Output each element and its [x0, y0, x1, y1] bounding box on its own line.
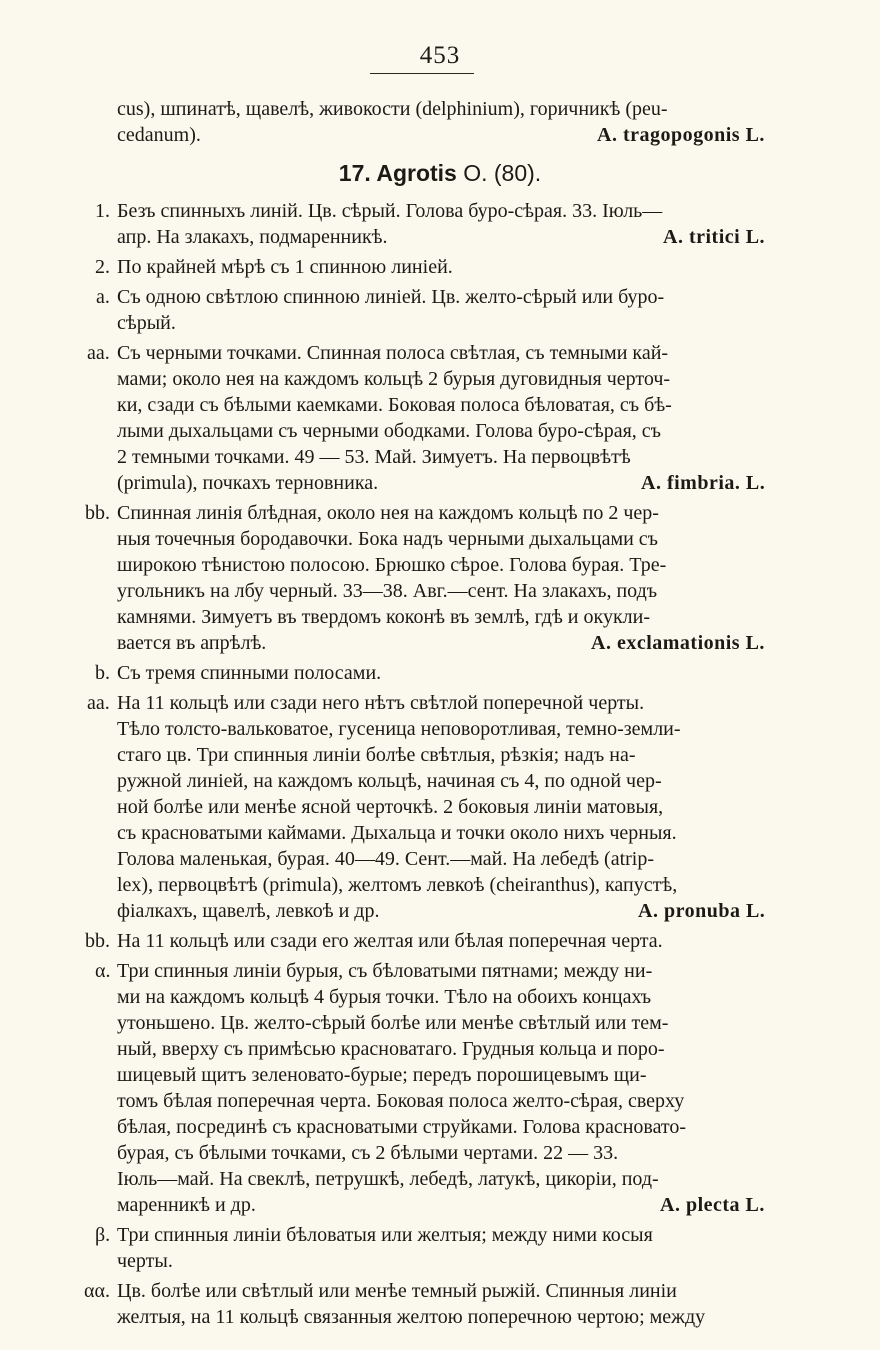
text-line: Съ одною свѣтлою спинною линіей. Цв. желто-сѣрый или буро-	[117, 286, 665, 308]
text-line: маренникѣ и др.	[117, 1194, 256, 1216]
page-number: 453	[419, 42, 461, 69]
text-line: На 11 кольцѣ или сзади его желтая или бѣлая поперечная черта.	[117, 930, 663, 952]
text-line: Спинная линія блѣдная, около нея на каждомъ кольцѣ по 2 чер-	[117, 502, 659, 524]
text-line: Три спинныя линіи бѣловатыя или желтыя; между ними косыя	[117, 1224, 653, 1246]
text-line: ки, сзади съ бѣлыми каемками. Боковая полоса бѣловатая, съ бѣ-	[117, 394, 672, 416]
entry-label: bb.	[85, 502, 110, 524]
text-line: На 11 кольцѣ или сзади него нѣтъ свѣтлой поперечной черты.	[117, 692, 645, 714]
intro-continuation	[0, 96, 880, 148]
text-line: Съ черными точками. Спинная полоса свѣтлая, съ темными кай-	[117, 342, 669, 364]
key-entry	[0, 928, 880, 954]
text-line: ружной линіей, на каждомъ кольцѣ, начиная съ 4, по одной чер-	[117, 770, 662, 792]
species-name: A. tragopogonis L.	[597, 124, 765, 146]
text-line: Цв. болѣе или свѣтлый или менѣе темный рыжій. Спинныя линіи	[117, 1280, 677, 1302]
text-line: томъ бѣлая поперечная черта. Боковая полоса желто-сѣрая, сверху	[117, 1090, 685, 1112]
key-entry	[0, 284, 880, 336]
genus-heading	[0, 148, 880, 198]
entry-label: aa.	[87, 692, 110, 714]
text-line: угольникъ на лбу черный. 33—38. Авг.—сент. На злакахъ, подъ	[117, 580, 658, 602]
key-entry	[0, 690, 880, 924]
entry-label: b.	[95, 662, 110, 684]
entry-label: a.	[96, 286, 110, 308]
entry-label: β.	[95, 1224, 111, 1246]
text-line: съ красноватыми каймами. Дыхальца и точки около нихъ черныя.	[117, 822, 677, 844]
text-line: апр. На злакахъ, подмаренникѣ.	[117, 226, 388, 248]
text-line: cedanum).	[117, 124, 201, 146]
species-name: A. plecta L.	[660, 1194, 765, 1216]
text-line: Голова маленькая, бурая. 40—49. Сент.—май. На лебедѣ (atrip-	[117, 848, 655, 870]
text-line: ной болѣе или менѣе ясной черточкѣ. 2 боковыя линіи матовыя,	[117, 796, 664, 818]
text-line: ныя точечныя бородавочки. Бока надъ черными дыхальцами съ	[117, 528, 659, 550]
entry-label: aa.	[87, 342, 110, 364]
text-line: желтыя, на 11 кольцѣ связанныя желтою поперечною чертою; между	[117, 1306, 706, 1328]
key-entry	[0, 500, 880, 656]
page-body	[0, 96, 880, 1334]
heading-number: 17.	[338, 160, 371, 186]
entry-label: 2.	[95, 256, 110, 278]
text-line: 2 темными точками. 49 — 53. Май. Зимуетъ. На первоцвѣтѣ	[117, 446, 631, 468]
text-line: утоньшено. Цв. желто-сѣрый болѣе или менѣе свѣтлый или тем-	[117, 1012, 669, 1034]
text-line: Съ тремя спинными полосами.	[117, 662, 382, 684]
text-line: Іюль—май. На свеклѣ, петрушкѣ, лебедѣ, латукѣ, цикоріи, под-	[117, 1168, 659, 1190]
text-line: Безъ спинныхъ линій. Цв. сѣрый. Голова буро-сѣрая. 33. Іюль—	[117, 200, 663, 222]
key-entry	[0, 198, 880, 250]
text-line: фіалкахъ, щавелѣ, левкоѣ и др.	[117, 900, 380, 922]
text-line: lex), первоцвѣтѣ (primula), желтомъ левкоѣ (cheiranthus), капустѣ,	[117, 874, 678, 896]
entry-label: α.	[95, 960, 111, 982]
key-entry	[0, 340, 880, 496]
text-line: Тѣло толсто-вальковатое, гусеница неповоротливая, темно-земли-	[117, 718, 681, 740]
key-entry	[0, 254, 880, 280]
text-line: широкою тѣнистою полосою. Брюшко сѣрое. Голова бурая. Тре-	[117, 554, 667, 576]
text-line: сѣрый.	[117, 312, 176, 334]
text-line: cus), шпинатѣ, щавелѣ, живокости (delphinium), горичникѣ (peu-	[117, 98, 668, 120]
species-name: A. fimbria. L.	[641, 472, 766, 494]
text-line: камнями. Зимуетъ въ твердомъ коконѣ въ землѣ, гдѣ и окукли-	[117, 606, 651, 628]
entry-label: bb.	[85, 930, 110, 952]
key-entry	[0, 1222, 880, 1274]
text-line: ми на каждомъ кольцѣ 4 бурыя точки. Тѣло на обоихъ концахъ	[117, 986, 652, 1008]
text-line: По крайней мѣрѣ съ 1 спинною линіей.	[117, 256, 453, 278]
heading-genus: Agrotis	[376, 160, 457, 186]
text-line: стаго цв. Три спинныя линіи болѣе свѣтлыя, рѣзкія; надъ на-	[117, 744, 636, 766]
key-entry	[0, 660, 880, 686]
text-line: бѣлая, посрединѣ съ красноватыми струйками. Голова красновато-	[117, 1116, 687, 1138]
species-name: A. exclamationis L.	[591, 632, 765, 654]
header-rule	[370, 73, 474, 74]
text-line: вается въ апрѣлѣ.	[117, 632, 267, 654]
text-line: черты.	[117, 1250, 173, 1272]
text-line: ный, вверху съ примѣсью красноватаго. Грудныя кольца и поро-	[117, 1038, 665, 1060]
text-line: мами; около нея на каждомъ кольцѣ 2 бурыя дуговидныя черточ-	[117, 368, 671, 390]
species-name: A. tritici L.	[663, 226, 766, 248]
text-line: Три спинныя линіи бурыя, съ бѣловатыми пятнами; между ни-	[117, 960, 653, 982]
heading-count: O. (80).	[463, 160, 542, 186]
text-line: бурая, съ бѣлыми точками, съ 2 бѣлыми чертами. 22 — 33.	[117, 1142, 619, 1164]
key-entry	[0, 1278, 880, 1330]
entry-label: αα.	[84, 1280, 110, 1302]
entry-label: 1.	[95, 200, 110, 222]
species-name: A. pronuba L.	[638, 900, 766, 922]
key-entries	[0, 198, 880, 1334]
key-entry	[0, 958, 880, 1218]
text-line: шицевый щитъ зеленовато-бурые; передъ порошицевымъ щи-	[117, 1064, 647, 1086]
text-line: (primula), почкахъ терновника.	[117, 472, 379, 494]
text-line: лыми дыхальцами съ черными ободками. Голова буро-сѣрая, съ	[117, 420, 661, 442]
